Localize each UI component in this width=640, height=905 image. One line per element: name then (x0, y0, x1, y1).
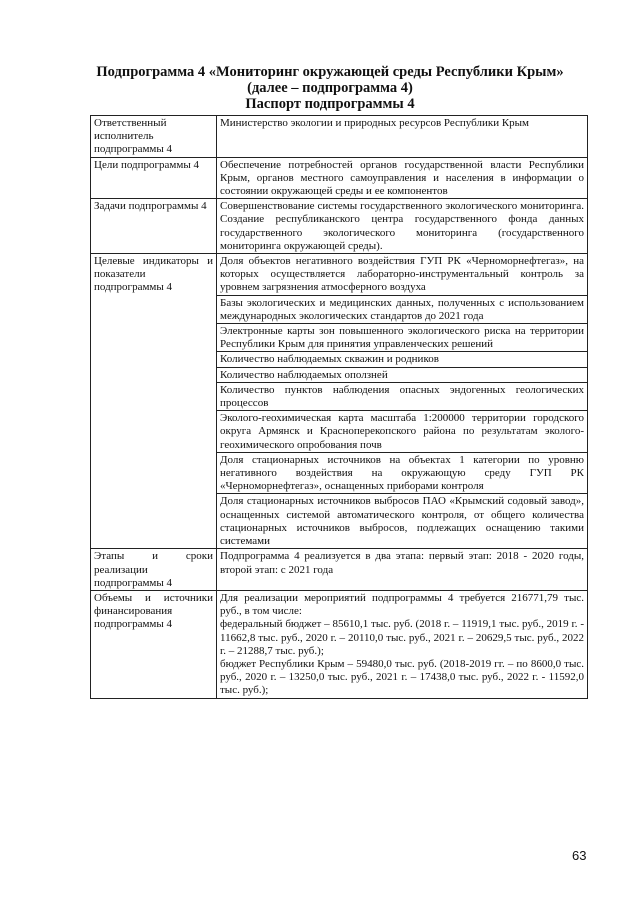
row-stages (91, 549, 588, 591)
responsible-label: Ответственный исполнитель подпрограммы 4 (91, 116, 217, 158)
row-responsible (91, 116, 588, 158)
row-goals (91, 157, 588, 199)
indicator-item: Электронные карты зон повышенного экологического риска на территории Республики Крым для принятия управленческих решений (217, 324, 588, 352)
indicator-item: Количество наблюдаемых оползней (217, 367, 588, 382)
title-line-1: Подпрограмма 4 «Мониторинг окружающей среды Республики Крым» (96, 64, 564, 80)
goals-label: Цели подпрограммы 4 (91, 157, 217, 199)
row-indicator-1 (91, 254, 588, 296)
row-tasks (91, 199, 588, 254)
stages-label: Этапы и сроки реализации подпрограммы 4 (91, 549, 217, 591)
tasks-value: Совершенствование системы государственного экологического мониторинга. Создание республиканского центра государственного фонда данных государственного экологического мониторинга (государственного мониторинга окружающей среды). (217, 199, 588, 254)
tasks-label: Задачи подпрограммы 4 (91, 199, 217, 254)
funding-total: Для реализации мероприятий подпрограммы 4 требуется 216771,79 тыс. руб., в том числе: (220, 591, 584, 618)
goals-value: Обеспечение потребностей органов государственной власти Республики Крым, органов местного самоуправления и населения в информации о состоянии окружающей среды и ее компонентов (217, 157, 588, 199)
title-line-3: Паспорт подпрограммы 4 (245, 96, 415, 112)
row-funding (91, 590, 588, 698)
page-number: 63 (572, 848, 587, 863)
indicator-item: Доля стационарных источников на объектах 1 категории по уровню негативного воздействия на окружающую среду ГУП РК «Черноморнефтегаз», оснащенных приборами контроля (217, 452, 588, 494)
stages-value: Подпрограмма 4 реализуется в два этапа: первый этап: 2018 - 2020 годы, второй этап: с 2021 года (217, 549, 588, 591)
indicator-item: Доля объектов негативного воздействия ГУП РК «Черноморнефтегаз», на которых осуществляется лабораторно-инструментальный контроль за уровнем загрязнения атмосферного воздуха (217, 254, 588, 296)
indicators-label: Целевые индикаторы и показатели подпрограммы 4 (91, 254, 217, 549)
indicator-item: Доля стационарных источников выбросов ПАО «Крымский содовый завод», оснащенных системой автоматического контроля, от общего количества стационарных источников выбросов, подлежащих оснащению такими системами (217, 494, 588, 549)
funding-regional: бюджет Республики Крым – 59480,0 тыс. руб. (2018-2019 гг. – по 8600,0 тыс. руб., 2020 г. – 13250,0 тыс. руб., 2021 г. – 17438,0 тыс. руб., 2022 г. - 11592,0 тыс. руб.); (220, 657, 584, 697)
indicator-item: Количество наблюдаемых скважин и родников (217, 352, 588, 367)
indicator-item: Эколого-геохимическая карта масштаба 1:200000 территории городского округа Армянск и Красноперекопского района по результатам эколого-геохимического опробования почв (217, 411, 588, 453)
document-title (60, 64, 600, 112)
responsible-value: Министерство экологии и природных ресурсов Республики Крым (217, 116, 588, 158)
funding-value (217, 590, 588, 698)
title-line-2: (далее – подпрограмма 4) (247, 80, 413, 96)
funding-label: Объемы и источники финансирования подпрограммы 4 (91, 590, 217, 698)
indicator-item: Количество пунктов наблюдения опасных эндогенных геологических процессов (217, 382, 588, 410)
funding-federal: федеральный бюджет – 85610,1 тыс. руб. (2018 г. – 11919,1 тыс. руб., 2019 г. - 11662,8 тыс. руб., 2020 г. – 20110,0 тыс. руб., 2021 г. – 20629,5 тыс. руб., 2022 г. – 21288,7 тыс. руб.); (220, 618, 584, 657)
indicator-item: Базы экологических и медицинских данных, полученных с использованием международных экологических стандартов до 2021 года (217, 295, 588, 323)
passport-table (90, 115, 588, 699)
